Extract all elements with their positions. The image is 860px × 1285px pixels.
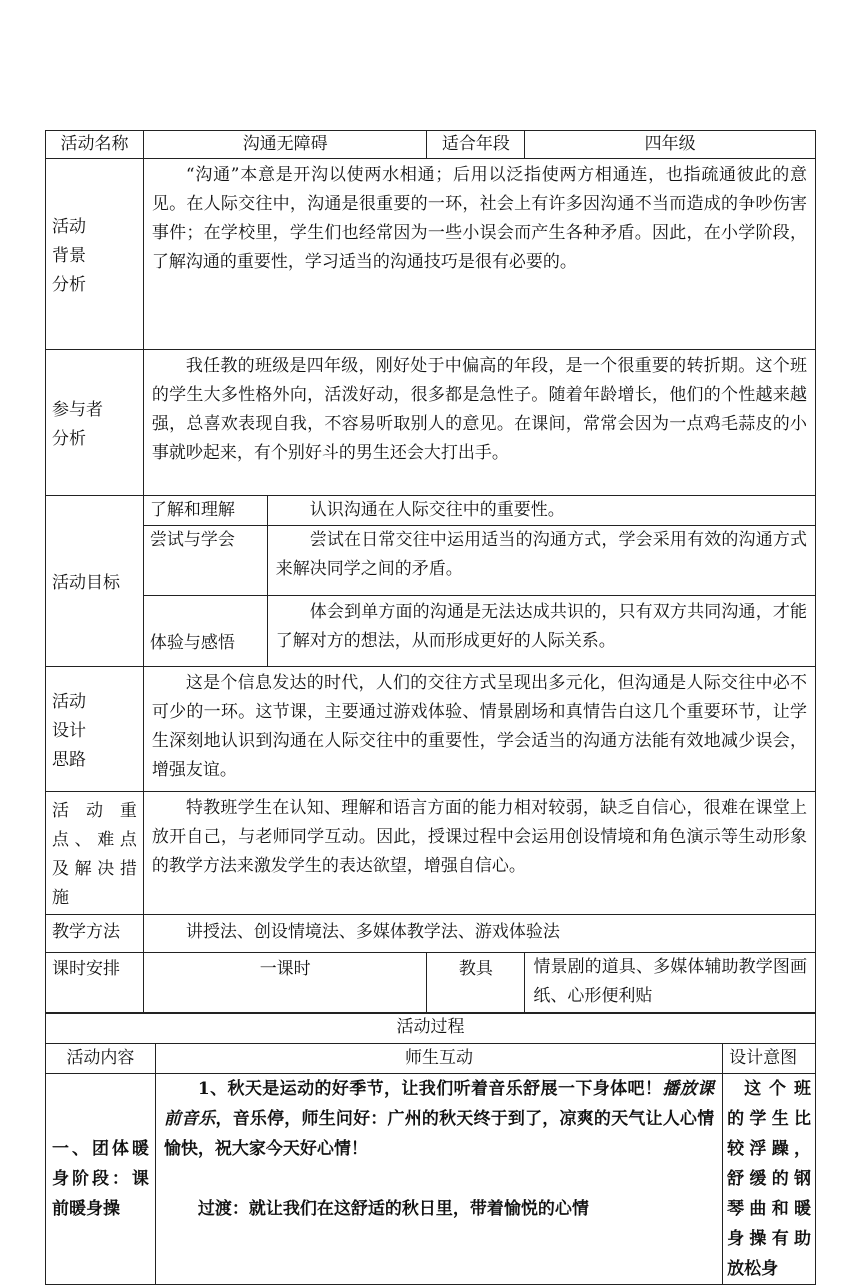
lesson-plan-table	[45, 130, 816, 1014]
label-line: 分析	[52, 275, 86, 295]
label-line: 背景	[52, 246, 86, 266]
participants-label	[46, 350, 144, 496]
goal-text	[267, 596, 815, 667]
schedule-value: 一课时	[143, 953, 427, 1014]
grade-value: 四年级	[525, 131, 816, 159]
background-cell	[143, 159, 815, 350]
process-row-content: 一、团体暖身阶段：课前暖身操	[46, 1074, 156, 1285]
label-line: 参与者	[52, 400, 103, 420]
design-text: 这是个信息发达的时代，人们的交往方式呈现出多元化，但沟通是人际交往中必不可少的一环。这节课，主要通过游戏体验、情景剧场和真情告白这几个重要环节，让学生深刻地认识到沟通在人际交往中的重要性，学会适当的沟通方法能有效地减少误会，增强友谊。	[151, 673, 807, 780]
goal-name: 尝试与学会	[143, 526, 267, 596]
col-content-header: 活动内容	[46, 1044, 156, 1074]
interaction-paragraph	[164, 1074, 714, 1164]
interaction-text: ，音乐停，师生问好：广州的秋天终于到了，凉爽的天气让人心情愉快，祝大家今天好心情！	[163, 1109, 715, 1159]
goal-text-content: 尝试在日常交往中运用适当的沟通方式，学会采用有效的沟通方式来解决同学之间的矛盾。	[275, 530, 807, 579]
grade-label: 适合年段	[427, 131, 525, 159]
process-title: 活动过程	[46, 1013, 816, 1044]
col-intent-header: 设计意图	[723, 1044, 816, 1074]
tools-label: 教具	[427, 953, 525, 1014]
participants-cell	[143, 350, 815, 496]
process-row-intent: 这个班的学生比较浮躁，舒缓的钢琴曲和暖身操有助放松身	[723, 1074, 816, 1285]
goal-text-content: 体会到单方面的沟通是无法达成共识的，只有双方共同沟通，才能了解对方的想法，从而形成更好的人际关系。	[275, 602, 807, 651]
process-row-interaction	[155, 1074, 722, 1285]
background-label	[46, 159, 144, 350]
participants-text: 我任教的班级是四年级，刚好处于中偏高的年段，是一个很重要的转折期。这个班的学生大多性格外向，活泼好动，很多都是急性子。随着年龄增长，他们的个性越来越强，总喜欢表现自我，不容易听取别人的意见。在课间，常常会因为一点鸡毛蒜皮的小事就吵起来，有个别好斗的男生还会大打出手。	[151, 356, 807, 463]
design-cell	[143, 667, 815, 792]
activity-name-label: 活动名称	[46, 131, 144, 159]
methods-label: 教学方法	[46, 915, 144, 953]
label-line: 活动	[52, 692, 86, 712]
label-line: 活动	[52, 217, 86, 237]
label-line: 设计	[52, 721, 86, 741]
keypoints-cell	[143, 792, 815, 915]
design-label	[46, 667, 144, 792]
goal-name: 体验与感悟	[143, 596, 267, 667]
activity-name-value: 沟通无障碍	[143, 131, 427, 159]
background-text: “沟通”本意是开沟以使两水相通；后用以泛指使两方相通连，也指疏通彼此的意见。在人际交往中，沟通是很重要的一环，社会上有许多因沟通不当而造成的争吵伤害事件；在学校里，学生们也经常因为一些小误会而产生各种矛盾。因此，在小学阶段，了解沟通的重要性，学习适当的沟通技巧是很有必要的。	[151, 165, 807, 272]
goals-label: 活动目标	[46, 496, 144, 667]
methods-text: 讲授法、创设情境法、多媒体教学法、游戏体验法	[185, 922, 560, 942]
interaction-text: 1、秋天是运动的好季节，让我们听着音乐舒展一下身体吧！	[197, 1079, 663, 1099]
methods-cell	[143, 915, 815, 953]
goal-text	[267, 526, 815, 596]
label-line: 思路	[52, 750, 86, 770]
goal-name: 了解和理解	[143, 496, 267, 526]
schedule-label: 课时安排	[46, 953, 144, 1014]
tools-value: 情景剧的道具、多媒体辅助教学图画纸、心形便利贴	[525, 953, 816, 1014]
keypoints-text: 特教班学生在认知、理解和语言方面的能力相对较弱，缺乏自信心，很难在课堂上放开自己，与老师同学互动。因此，授课过程中会运用创设情境和角色演示等生动形象的教学方法来激发学生的表达欲望，增强自信心。	[151, 798, 807, 876]
label-line: 分析	[52, 429, 86, 449]
keypoints-label: 活动重点、难点及解决措施	[46, 792, 144, 915]
interaction-transition: 过渡：就让我们在这舒适的秋日里，带着愉悦的心情	[197, 1199, 589, 1219]
col-interaction-header: 师生互动	[155, 1044, 722, 1074]
goal-text-content: 认识沟通在人际交往中的重要性。	[309, 500, 565, 520]
process-table	[45, 1012, 816, 1285]
interaction-stage-direction: 播放课前音乐	[163, 1079, 715, 1129]
goal-text	[267, 496, 815, 526]
